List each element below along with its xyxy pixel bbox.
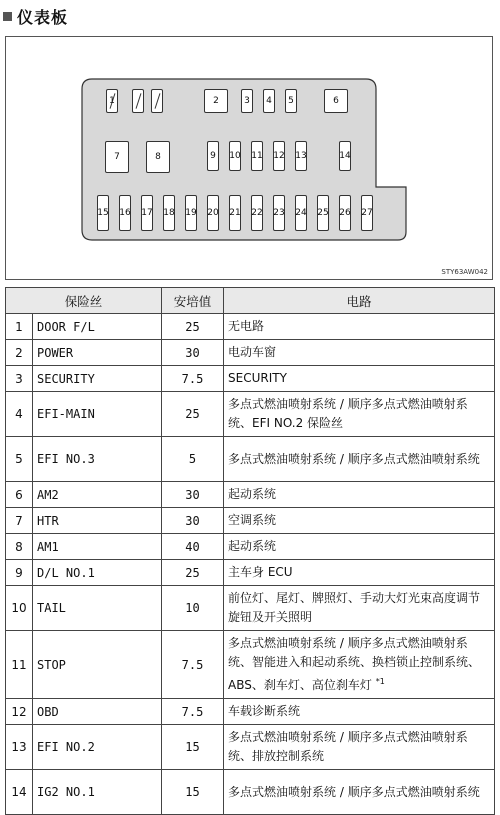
cell-circuit (224, 725, 495, 770)
cell-amp-text: 7.5 (181, 371, 204, 386)
cell-circuit-text: 主车身 ECU (228, 565, 293, 579)
fuse-slot-blank (151, 89, 163, 113)
fuse-number: 23 (273, 208, 285, 218)
cell-no (6, 699, 33, 725)
cell-amp (162, 314, 224, 340)
cell-circuit (224, 392, 495, 437)
fuse-number: 3 (244, 96, 250, 106)
cell-amp-text: 30 (185, 345, 200, 360)
cell-no (6, 340, 33, 366)
fuse-slot-12 (273, 141, 285, 171)
cell-circuit (224, 770, 495, 815)
table-row (6, 770, 495, 815)
fuse-slot-5 (285, 89, 297, 113)
cell-amp (162, 586, 224, 631)
cell-no-text: 7 (15, 513, 23, 528)
cell-name (33, 482, 162, 508)
cell-no (6, 366, 33, 392)
cell-name (33, 725, 162, 770)
cell-amp-text: 5 (188, 452, 197, 466)
cell-no-text: 9 (15, 565, 23, 580)
cell-circuit-text: 起动系统 (228, 539, 277, 553)
header-amp: 安培值 (162, 288, 224, 314)
table-row (6, 482, 495, 508)
cell-circuit-text: 多点式燃油喷射系统 / 顺序多点式燃油喷射系统 (228, 451, 480, 466)
fuse-number: 13 (295, 151, 307, 161)
cell-amp (162, 560, 224, 586)
fuse-slot-21 (229, 195, 241, 231)
table-row (6, 437, 495, 482)
fuse-slot-9 (207, 141, 219, 171)
table-row (6, 366, 495, 392)
cell-name (33, 560, 162, 586)
fuse-number: 1 (109, 96, 115, 106)
cell-circuit-text: 电动车窗 (228, 345, 277, 359)
cell-amp-text: 10 (185, 601, 200, 615)
fuse-slot-4 (263, 89, 275, 113)
cell-circuit (224, 534, 495, 560)
fuse-slot-18 (163, 195, 175, 231)
cell-name-text: EFI NO.3 (37, 452, 95, 466)
fuse-slot-8 (146, 141, 170, 173)
section-heading (3, 3, 68, 29)
table-row (6, 725, 495, 770)
cell-amp (162, 725, 224, 770)
fuse-number: 20 (207, 208, 219, 218)
cell-circuit-text: 车载诊断系统 (228, 704, 301, 718)
fuse-number: 19 (185, 208, 197, 218)
cell-amp (162, 534, 224, 560)
cell-amp-text: 25 (185, 407, 200, 421)
cell-amp-text: 7.5 (181, 704, 204, 719)
cell-circuit-text: 空调系统 (228, 513, 277, 527)
figure-code: STY63AW042 (441, 268, 488, 276)
fuse-slot-blank (132, 89, 144, 113)
fuse-slot-6 (324, 89, 348, 113)
cell-name (33, 366, 162, 392)
cell-name (33, 699, 162, 725)
cell-name-text: EFI NO.2 (37, 740, 95, 754)
fuse-number: 4 (266, 96, 272, 106)
cell-no (6, 631, 33, 699)
fuse-slot-1 (106, 89, 118, 113)
cell-amp-text: 25 (185, 565, 200, 580)
table-header-row (6, 288, 495, 314)
cell-no-text: 6 (15, 487, 23, 502)
fuse-slot-27 (361, 195, 373, 231)
cell-circuit (224, 366, 495, 392)
fuse-number: 11 (251, 151, 263, 161)
cell-name (33, 631, 162, 699)
cell-no (6, 392, 33, 437)
cell-amp (162, 366, 224, 392)
table-row (6, 508, 495, 534)
cell-name-text: AM1 (37, 539, 59, 554)
fuse-number: 6 (333, 96, 339, 106)
cell-name (33, 340, 162, 366)
cell-amp-text: 30 (185, 513, 200, 528)
cell-circuit-text: 多点式燃油喷射系统 / 顺序多点式燃油喷射系统、智能进入和起动系统、换档锁止控制系统、ABS、刹车灯、高位刹车灯 (228, 636, 481, 692)
cell-no-text: 5 (15, 452, 23, 466)
fuse-slot-20 (207, 195, 219, 231)
cell-amp (162, 770, 224, 815)
fuse-number: 5 (288, 96, 294, 106)
fuse-panel-outline (6, 37, 492, 279)
cell-amp (162, 340, 224, 366)
cell-name (33, 534, 162, 560)
cell-no-text: 13 (11, 740, 27, 754)
footnote-marker: *1 (375, 677, 385, 686)
cell-no (6, 586, 33, 631)
cell-amp (162, 699, 224, 725)
cell-name (33, 508, 162, 534)
cell-no (6, 508, 33, 534)
fuse-number: 10 (229, 151, 241, 161)
cell-amp (162, 631, 224, 699)
cell-name-text: SECURITY (37, 371, 95, 386)
cell-circuit-text: 无电路 (228, 319, 265, 333)
fuse-number: 17 (141, 208, 153, 218)
cell-amp-text: 30 (185, 487, 200, 502)
table-row (6, 534, 495, 560)
cell-name-text: DOOR F/L (37, 319, 95, 334)
cell-no (6, 770, 33, 815)
table-row (6, 631, 495, 699)
fuse-slot-3 (241, 89, 253, 113)
cell-name (33, 586, 162, 631)
cell-circuit (224, 699, 495, 725)
cell-no (6, 482, 33, 508)
section-title: 仪表板 (17, 7, 69, 27)
cell-no-text: 1 (15, 319, 23, 334)
cell-name (33, 392, 162, 437)
fuse-table (5, 287, 495, 815)
square-bullet-icon (3, 12, 12, 21)
fuse-slot-13 (295, 141, 307, 171)
fuse-number: 27 (361, 208, 373, 218)
fuse-slot-10 (229, 141, 241, 171)
fuse-slash-mark (155, 93, 161, 109)
cell-amp-text: 15 (185, 785, 200, 799)
cell-name-text: EFI-MAIN (37, 407, 95, 421)
cell-circuit (224, 482, 495, 508)
cell-circuit (224, 340, 495, 366)
cell-circuit (224, 560, 495, 586)
cell-name (33, 314, 162, 340)
cell-circuit (224, 586, 495, 631)
table-row (6, 314, 495, 340)
cell-no-text: 2 (15, 345, 23, 360)
fuse-slot-11 (251, 141, 263, 171)
fuse-number: 18 (163, 208, 175, 218)
fuse-number: 8 (155, 152, 161, 162)
fuse-slot-17 (141, 195, 153, 231)
fuse-box-diagram (5, 36, 493, 280)
cell-name-text: OBD (37, 704, 59, 719)
cell-amp-text: 40 (185, 539, 200, 554)
cell-no-text: 8 (15, 539, 23, 554)
fuse-slot-24 (295, 195, 307, 231)
cell-circuit (224, 437, 495, 482)
fuse-slot-22 (251, 195, 263, 231)
fuse-slot-14 (339, 141, 351, 171)
cell-name (33, 770, 162, 815)
cell-no-text: 10 (11, 601, 27, 615)
cell-name-text: HTR (37, 513, 59, 528)
cell-no (6, 534, 33, 560)
fuse-number: 14 (339, 151, 351, 161)
fuse-slot-16 (119, 195, 131, 231)
fuse-slot-23 (273, 195, 285, 231)
table-row (6, 586, 495, 631)
cell-amp (162, 392, 224, 437)
table-row (6, 392, 495, 437)
fuse-number: 21 (229, 208, 241, 218)
cell-circuit (224, 508, 495, 534)
fuse-number: 2 (213, 96, 219, 106)
cell-name (33, 437, 162, 482)
fuse-slot-25 (317, 195, 329, 231)
header-fuse: 保险丝 (6, 288, 162, 314)
cell-name-text: IG2 NO.1 (37, 785, 95, 799)
cell-no-text: 3 (15, 371, 23, 386)
fuse-number: 7 (114, 152, 120, 162)
table-row (6, 560, 495, 586)
fuse-number: 22 (251, 208, 263, 218)
cell-name-text: D/L NO.1 (37, 565, 95, 580)
cell-circuit-text: 多点式燃油喷射系统 / 顺序多点式燃油喷射系统 (228, 784, 480, 799)
cell-no-text: 14 (11, 785, 27, 799)
cell-circuit-text: 起动系统 (228, 487, 277, 501)
cell-no-text: 12 (11, 704, 27, 719)
cell-no-text: 4 (15, 407, 23, 421)
fuse-number: 26 (339, 208, 351, 218)
table-row (6, 340, 495, 366)
cell-name-text: STOP (37, 657, 66, 672)
fuse-number: 9 (210, 151, 216, 161)
cell-amp (162, 482, 224, 508)
fuse-number: 15 (97, 208, 109, 218)
fuse-number: 25 (317, 208, 329, 218)
header-circuit: 电路 (224, 288, 495, 314)
cell-no (6, 314, 33, 340)
fuse-number: 12 (273, 151, 285, 161)
cell-name-text: TAIL (37, 601, 66, 615)
cell-amp (162, 508, 224, 534)
cell-amp-text: 15 (185, 740, 200, 754)
cell-no (6, 725, 33, 770)
fuse-slot-7 (105, 141, 129, 173)
cell-circuit-text: 多点式燃油喷射系统 / 顺序多点式燃油喷射系统、EFI NO.2 保险丝 (228, 397, 468, 430)
cell-amp (162, 437, 224, 482)
cell-circuit-text: 前位灯、尾灯、牌照灯、手动大灯光束高度调节旋钮及开关照明 (228, 591, 481, 624)
table-row (6, 699, 495, 725)
cell-circuit-text: SECURITY (228, 371, 287, 385)
cell-amp-text: 25 (185, 319, 200, 334)
cell-no-text: 11 (11, 657, 27, 672)
fuse-slot-15 (97, 195, 109, 231)
fuse-slash-mark (136, 93, 142, 109)
cell-circuit (224, 314, 495, 340)
cell-circuit (224, 631, 495, 699)
cell-no (6, 437, 33, 482)
cell-no (6, 560, 33, 586)
fuse-slot-19 (185, 195, 197, 231)
fuse-number: 24 (295, 208, 307, 218)
cell-amp-text: 7.5 (181, 657, 204, 672)
fuse-slot-2 (204, 89, 228, 113)
fuse-slot-26 (339, 195, 351, 231)
cell-name-text: POWER (37, 345, 74, 360)
fuse-number: 16 (119, 208, 131, 218)
cell-name-text: AM2 (37, 487, 59, 502)
cell-circuit-text: 多点式燃油喷射系统 / 顺序多点式燃油喷射系统、排放控制系统 (228, 730, 468, 763)
